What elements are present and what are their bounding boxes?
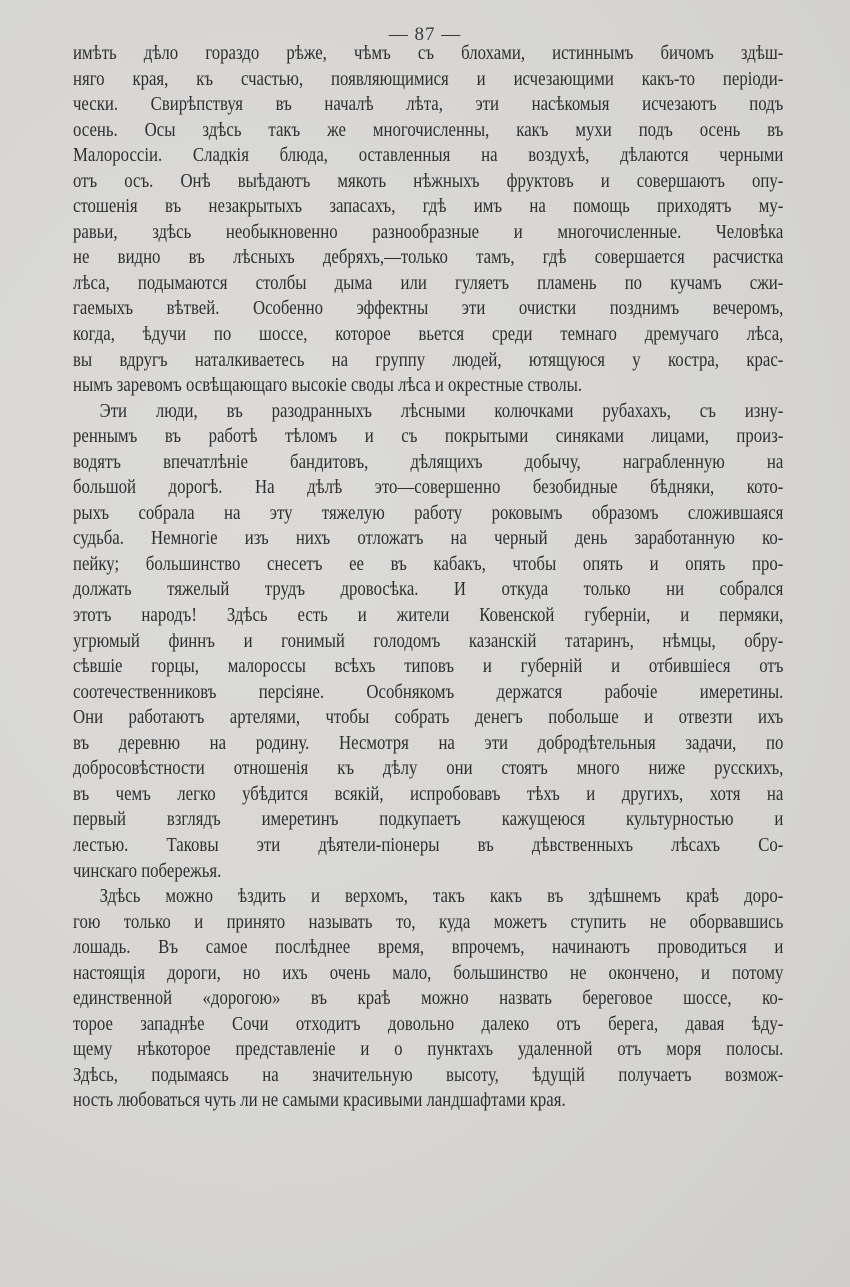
text-line: рыхъ собрала на эту тяжелую работу роковымъ образомъ сложившаяся [73, 502, 784, 524]
text-line: отъ осъ. Онѣ выѣдаютъ мякоть нѣжныхъ фруктовъ и совершаютъ опу- [73, 170, 784, 192]
page-number: — 87 — [388, 24, 462, 45]
text-line: Малороссіи. Сладкія блюда, оставленныя на воздухѣ, дѣлаются черными [73, 145, 784, 167]
text-line: настоящія дороги, но ихъ очень мало, большинство не окончено, и потому [73, 962, 784, 984]
body-text [73, 41, 783, 1114]
text-line: первый взглядъ имеретинъ подкупаетъ кажущеюся культурностью и [73, 809, 784, 831]
paragraph [73, 41, 783, 399]
text-line: добросовѣстности отношенія къ дѣлу они стоятъ много ниже русскихъ, [73, 758, 784, 780]
text-line: водятъ впечатлѣніе бандитовъ, дѣлящихъ добычу, награбленную на [73, 451, 784, 473]
text-line: лошадь. Въ самое послѣднее время, впрочемъ, начинаютъ проводиться и [73, 937, 784, 959]
text-line: этотъ народъ! Здѣсь есть и жители Ковенской губерніи, и пермяки, [73, 605, 784, 627]
text-line: единственной «дорогою» въ краѣ можно назвать береговое шоссе, ко- [73, 988, 784, 1010]
text-line: гою только и принято называть то, куда можетъ ступить не оборвавшись [73, 911, 784, 933]
text-line: лѣса, подымаются столбы дыма или гуляетъ пламень по кучамъ сжи- [73, 272, 784, 294]
text-line: лестью. Таковы эти дѣятели-піонеры въ дѣвственныхъ лѣсахъ Со- [73, 834, 784, 856]
text-line: осень. Осы здѣсь такъ же многочисленны, какъ мухи подъ осень въ [73, 119, 784, 141]
text-line: не видно въ лѣсныхъ дебряхъ,—только тамъ, гдѣ совершается расчистка [73, 247, 784, 269]
text-line: щему нѣкоторое представленіе и о пунктахъ удаленной отъ моря полосы. [73, 1039, 784, 1061]
text-line: угрюмый финнъ и гонимый голодомъ казанскій татаринъ, нѣмцы, обру- [73, 630, 784, 652]
text-line: имѣть дѣло гораздо рѣже, чѣмъ съ блохами, истиннымъ бичомъ здѣш- [73, 43, 784, 64]
text-line: пейку; большинство снесетъ ее въ кабакъ, чтобы опять и опять про- [73, 553, 784, 575]
paragraph [73, 399, 783, 884]
text-line: равьи, здѣсь необыкновенно разнообразные и многочисленные. Человѣка [73, 221, 784, 243]
text-line: гаемыхъ вѣтвей. Особенно эффектны эти очистки позднимъ вечеромъ, [73, 298, 784, 320]
text-line: судьба. Немногіе изъ нихъ отложатъ на черный день заработанную ко- [73, 528, 784, 550]
text-line: большой дорогѣ. На дѣлѣ это—совершенно безобидные бѣдняки, кото- [73, 477, 784, 499]
text-line: въ деревню на родину. Несмотря на эти добродѣтельныя задачи, по [73, 732, 784, 754]
text-line: должать тяжелый трудъ дровосѣка. И откуда только ни собрался [73, 579, 784, 601]
text-line: няго края, къ счастью, появляющимися и исчезающими какъ-то періоди- [73, 68, 784, 90]
text-line: чинскаго побережья. [73, 860, 222, 882]
text-line: въ чемъ легко убѣдится всякій, испробовавъ тѣхъ и другихъ, хотя на [73, 783, 784, 805]
text-line: соотечественниковъ персіяне. Особнякомъ держатся рабочіе имеретины. [73, 681, 784, 703]
text-line: торое западнѣе Сочи отходитъ довольно далеко отъ берега, давая ѣду- [73, 1013, 784, 1035]
text-line: вы вдругъ наталкиваетесь на группу людей, ютящуюся у костра, крас- [73, 349, 784, 371]
text-line: чески. Свирѣпствуя въ началѣ лѣта, эти насѣкомыя исчезаютъ подъ [73, 94, 784, 116]
text-line: Здѣсь, подымаясь на значительную высоту, ѣдущій получаетъ возмож- [73, 1064, 784, 1086]
paragraph [73, 884, 783, 1114]
text-line: когда, ѣдучи по шоссе, которое вьется среди темнаго дремучаго лѣса, [73, 324, 784, 346]
text-line: реннымъ въ работѣ тѣломъ и съ покрытыми синяками лицами, произ- [73, 426, 784, 448]
text-line: стошенія въ незакрытыхъ запасахъ, гдѣ имъ на помощь приходятъ му- [73, 196, 784, 218]
text-line: Они работаютъ артелями, чтобы собрать денегъ побольше и отвезти ихъ [73, 707, 784, 729]
text-line: нымъ заревомъ освѣщающаго высокіе своды лѣса и окрестные стволы. [73, 375, 583, 397]
text-line: Здѣсь можно ѣздить и верхомъ, такъ какъ въ здѣшнемъ краѣ доро- [99, 886, 784, 908]
text-line: сѣвшіе горцы, малороссы всѣхъ типовъ и губерній и отбившіеся отъ [73, 656, 784, 678]
text-line: ность любоваться чуть ли не самыми красивыми ландшафтами края. [73, 1090, 566, 1112]
text-line: Эти люди, въ разодранныхъ лѣсными колючками рубахахъ, съ изну- [99, 400, 784, 422]
